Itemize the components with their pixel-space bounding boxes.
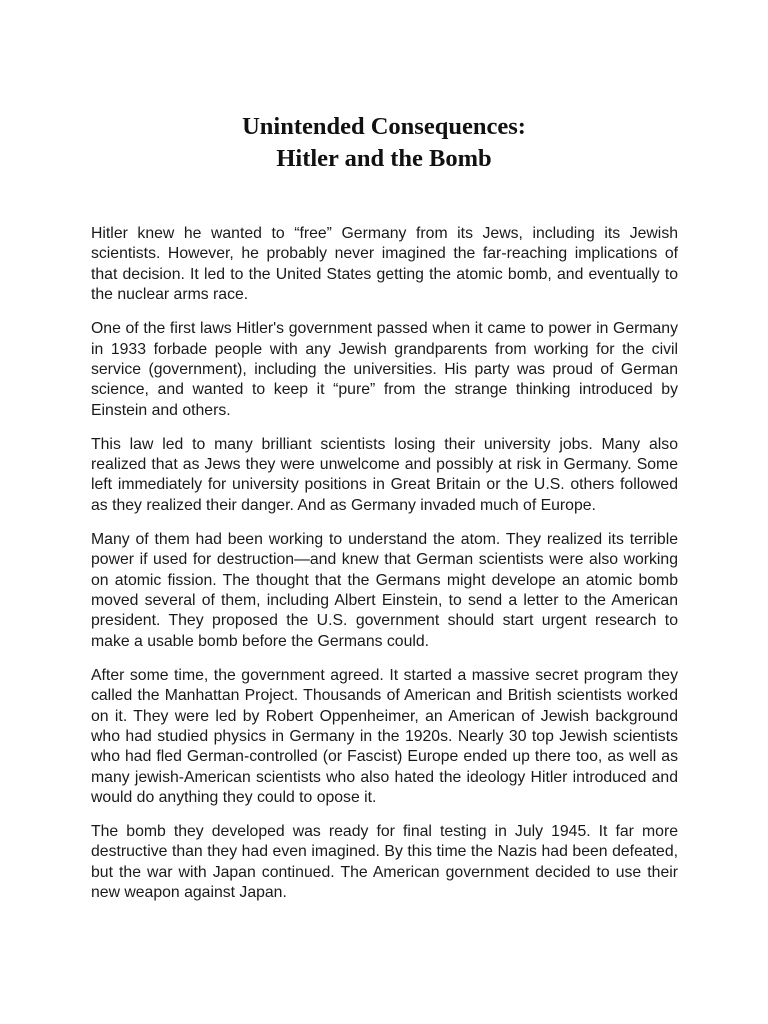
- title-line-2: Hitler and the Bomb: [276, 145, 492, 172]
- paragraph: Many of them had been working to understand the atom. They realized its terrible power if used for destruction—and knew that German scientists were also working on atomic fission. The thought that the Germans might develope an atomic bomb moved several of them, including Albert Einstein, to send a letter to the American president. They proposed the U.S. government should start urgent research to make a usable bomb before the Germans could.: [91, 530, 678, 650]
- paragraph: Hitler knew he wanted to “free” Germany from its Jews, including its Jewish scientists. However, he probably never imagined the far-reaching implications of that decision. It led to the United States getting the atomic bomb, and eventually to the nuclear arms race.: [91, 225, 678, 304]
- paragraph: This law led to many brilliant scientists losing their university jobs. Many also realized that as Jews they were unwelcome and possibly at risk in Germany. Some left immediately for university positions in Great Britain or the U.S. others followed as they realized their danger. And as Germany invaded much of Europe.: [91, 435, 678, 514]
- paragraph: One of the first laws Hitler's government passed when it came to power in Germany in 1933 forbade people with any Jewish grandparents from working for the civil service (government), including the universities. His party was proud of German science, and wanted to keep it “pure” from the strange thinking introduced by Einstein and others.: [91, 320, 678, 419]
- document-body: [91, 224, 678, 917]
- paragraph: The bomb they developed was ready for final testing in July 1945. It far more destructive than they had even imagined. By this time the Nazis had been defeated, but the war with Japan continued. The American government decided to use their new weapon against Japan.: [91, 823, 678, 902]
- paragraph: After some time, the government agreed. It started a massive secret program they called the Manhattan Project. Thousands of American and British scientists worked on it. They were led by Robert Oppenheimer, an American of Jewish background who had studied physics in Germany in the 1920s. Nearly 30 top Jewish scientists who had fled German-controlled (or Fascist) Europe ended up there too, as well as many jewish-American scientists who also hated the ideology Hitler introduced and would do anything they could to opose it.: [91, 666, 678, 807]
- document-title: [0, 111, 768, 175]
- title-line-1: Unintended Consequences:: [242, 113, 526, 140]
